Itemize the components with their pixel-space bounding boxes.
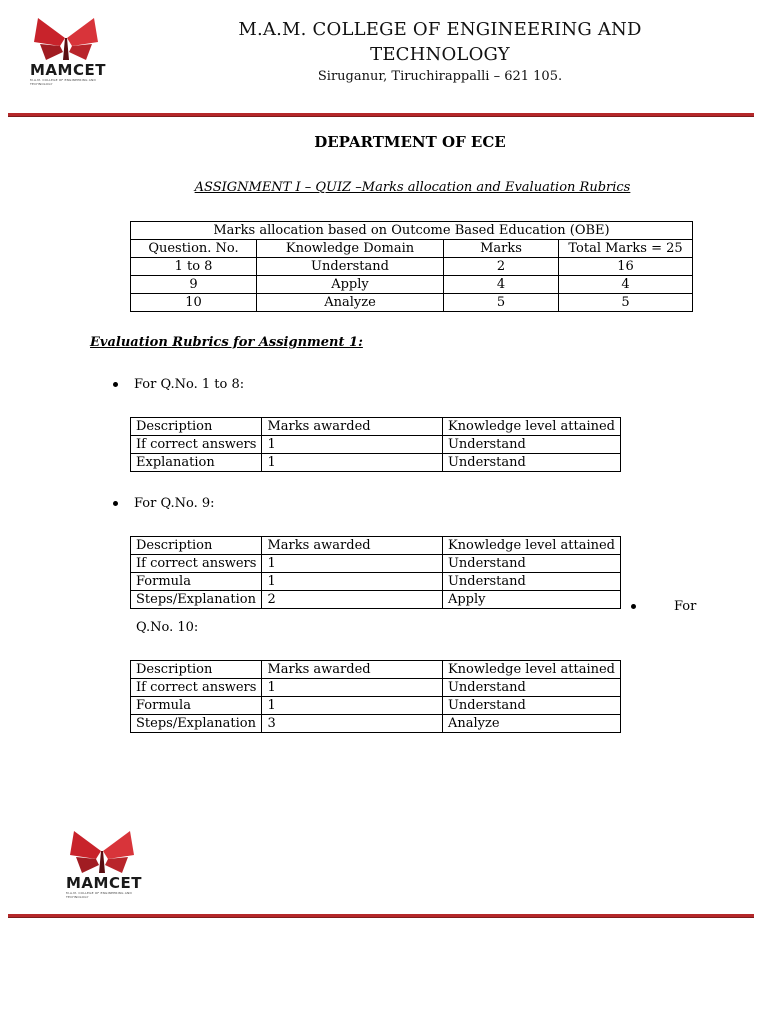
section-label-q9 bbox=[113, 496, 215, 511]
section-label-q10-part2: Q.No. 10: bbox=[136, 620, 199, 635]
table-row bbox=[131, 679, 621, 697]
section-label-text: For bbox=[674, 599, 697, 614]
table-cell: 2 bbox=[262, 591, 443, 609]
table-cell: Analyze bbox=[442, 715, 620, 733]
college-name bbox=[200, 17, 680, 67]
obe-marks-table bbox=[130, 221, 693, 312]
table-cell: 1 bbox=[262, 436, 443, 454]
logo-text: MAMCET bbox=[30, 61, 106, 79]
table-cell: If correct answers bbox=[131, 555, 262, 573]
table-cell: 1 bbox=[262, 697, 443, 715]
table-header-cell: Question. No. bbox=[131, 240, 257, 258]
table-cell: If correct answers bbox=[131, 679, 262, 697]
table-cell: Understand bbox=[442, 697, 620, 715]
table-cell: Formula bbox=[131, 573, 262, 591]
section-label-text: For Q.No. 9: bbox=[134, 496, 215, 511]
table-cell: 9 bbox=[131, 276, 257, 294]
footer-logo-tagline: M.A.M. COLLEGE OF ENGINEERING AND TECHNOLOGY bbox=[66, 891, 132, 899]
section-label-text: For Q.No. 1 to 8: bbox=[134, 377, 245, 392]
table-header-cell: Marks awarded bbox=[262, 418, 443, 436]
rubric-table-q9 bbox=[130, 536, 621, 609]
table-header-cell: Knowledge Domain bbox=[257, 240, 444, 258]
table-row bbox=[131, 697, 621, 715]
table-cell: 1 bbox=[262, 679, 443, 697]
table-cell: 10 bbox=[131, 294, 257, 312]
table-row bbox=[131, 276, 693, 294]
college-name-line1: M.A.M. COLLEGE OF ENGINEERING AND bbox=[238, 19, 642, 40]
table-header-row bbox=[131, 418, 621, 436]
bullet-icon bbox=[631, 604, 636, 609]
table-cell: Understand bbox=[442, 454, 620, 472]
bullet-icon bbox=[113, 382, 118, 387]
table-header-cell: Marks awarded bbox=[262, 537, 443, 555]
table-cell: 3 bbox=[262, 715, 443, 733]
college-name-line2: TECHNOLOGY bbox=[370, 44, 510, 65]
table-row bbox=[131, 555, 621, 573]
table-cell: 1 bbox=[262, 555, 443, 573]
table-cell: 2 bbox=[444, 258, 559, 276]
table-row bbox=[131, 436, 621, 454]
table-header-cell: Knowledge level attained bbox=[442, 661, 620, 679]
butterfly-logo-icon bbox=[30, 16, 102, 62]
table-header-cell: Total Marks = 25 bbox=[559, 240, 693, 258]
table-row bbox=[131, 258, 693, 276]
assignment-title: ASSIGNMENT I – QUIZ –Marks allocation and Evaluation Rubrics bbox=[194, 180, 631, 195]
table-cell: 1 bbox=[262, 454, 443, 472]
table-row bbox=[131, 591, 621, 609]
section-label-q1-8 bbox=[113, 377, 244, 392]
table-cell: Analyze bbox=[257, 294, 444, 312]
table-cell: 5 bbox=[559, 294, 693, 312]
table-header-cell: Description bbox=[131, 418, 262, 436]
college-logo bbox=[30, 16, 110, 86]
bullet-icon bbox=[113, 501, 118, 506]
table-caption-row bbox=[131, 222, 693, 240]
footer-logo-text: MAMCET bbox=[66, 874, 142, 892]
footer-divider bbox=[8, 914, 754, 918]
table-cell: Understand bbox=[442, 436, 620, 454]
section-label-q10-part1 bbox=[631, 599, 696, 614]
rubric-table-q10 bbox=[130, 660, 621, 733]
table-row bbox=[131, 715, 621, 733]
department-title: DEPARTMENT OF ECE bbox=[314, 133, 506, 151]
table-header-cell: Description bbox=[131, 537, 262, 555]
table-cell: Understand bbox=[442, 573, 620, 591]
table-header-cell: Marks bbox=[444, 240, 559, 258]
table-header-row bbox=[131, 537, 621, 555]
table-header-cell: Knowledge level attained bbox=[442, 537, 620, 555]
footer-logo bbox=[66, 829, 146, 899]
table-cell: Understand bbox=[442, 679, 620, 697]
table-row bbox=[131, 454, 621, 472]
butterfly-logo-icon bbox=[66, 829, 138, 875]
college-address: Siruganur, Tiruchirappalli – 621 105. bbox=[317, 69, 563, 84]
table-cell: Apply bbox=[442, 591, 620, 609]
table-cell: Steps/Explanation bbox=[131, 591, 262, 609]
table-cell: Understand bbox=[442, 555, 620, 573]
table-cell: Understand bbox=[257, 258, 444, 276]
table-header-cell: Marks awarded bbox=[262, 661, 443, 679]
table-header-cell: Knowledge level attained bbox=[442, 418, 620, 436]
table-cell: 4 bbox=[559, 276, 693, 294]
rubric-table-q1-8 bbox=[130, 417, 621, 472]
table-header-row bbox=[131, 240, 693, 258]
rubrics-heading: Evaluation Rubrics for Assignment 1: bbox=[90, 335, 363, 350]
table-cell: Formula bbox=[131, 697, 262, 715]
table-cell: Steps/Explanation bbox=[131, 715, 262, 733]
table-cell: 1 bbox=[262, 573, 443, 591]
table-row bbox=[131, 294, 693, 312]
table-cell: 4 bbox=[444, 276, 559, 294]
table-cell: Explanation bbox=[131, 454, 262, 472]
table-cell: Apply bbox=[257, 276, 444, 294]
table-row bbox=[131, 573, 621, 591]
table-cell: 16 bbox=[559, 258, 693, 276]
table-header-cell: Description bbox=[131, 661, 262, 679]
table-cell: 1 to 8 bbox=[131, 258, 257, 276]
logo-tagline: M.A.M. COLLEGE OF ENGINEERING AND TECHNOLOGY bbox=[30, 78, 96, 86]
table-cell: 5 bbox=[444, 294, 559, 312]
table-header-row bbox=[131, 661, 621, 679]
header-divider bbox=[8, 113, 754, 117]
table-caption: Marks allocation based on Outcome Based Education (OBE) bbox=[131, 222, 693, 240]
table-cell: If correct answers bbox=[131, 436, 262, 454]
